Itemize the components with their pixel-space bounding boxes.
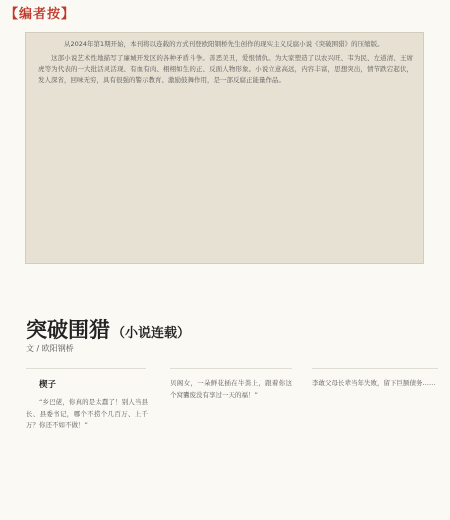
editor-note-box [25, 32, 424, 264]
byline: 文 / 欧阳钢桥 [26, 344, 74, 353]
column-divider [312, 368, 438, 369]
article-subtitle: （小说连载） [112, 326, 191, 341]
body-paragraph: 贝阁女，一朵鲜花插在牛粪上，跟着你这个窝囊废没有享过一天的福！” [170, 379, 292, 399]
article-column-1 [26, 378, 148, 520]
column-divider [26, 368, 146, 369]
column-divider [170, 368, 292, 369]
article-column-3 [312, 378, 438, 520]
body-paragraph: 李敢父母长辈当年失败，留下巨额债务…… [312, 379, 436, 387]
article-title [26, 314, 190, 344]
editor-note-paragraph: 从2024年第1期开始，本刊将以连载的方式刊登欧阳钢桥先生创作的现实主义反腐小说《突破围猎》的压缩版。 [64, 40, 384, 48]
editor-note-heading: 【编者按】 [5, 7, 76, 22]
section-label: 楔子 [39, 380, 57, 390]
article-title-main: 突破围猎 [26, 317, 110, 342]
article-column-2 [170, 378, 292, 520]
body-paragraph: “乡巴佬，你真的是太蠢了！别人当县长、县委书记，哪个不捞个几百万、上千万？你还不如不做！” [26, 398, 148, 429]
editor-note-paragraph: 这部小说艺术性地描写了廉城开发区的各种矛盾斗争。善恶美丑，爱恨情仇。为大家塑造了以农兴旺、韦为民、左道清、王席虎等为代表的一大批活灵活现、有血有肉、栩栩如生的正、反面人物形象。小说立意高远，内容丰富，思想突出，情节跌宕起伏，发人深省，回味无穷，具有很强的警示教育、激励鼓舞作用，是一部反腐正能量作品。 [38, 54, 413, 84]
